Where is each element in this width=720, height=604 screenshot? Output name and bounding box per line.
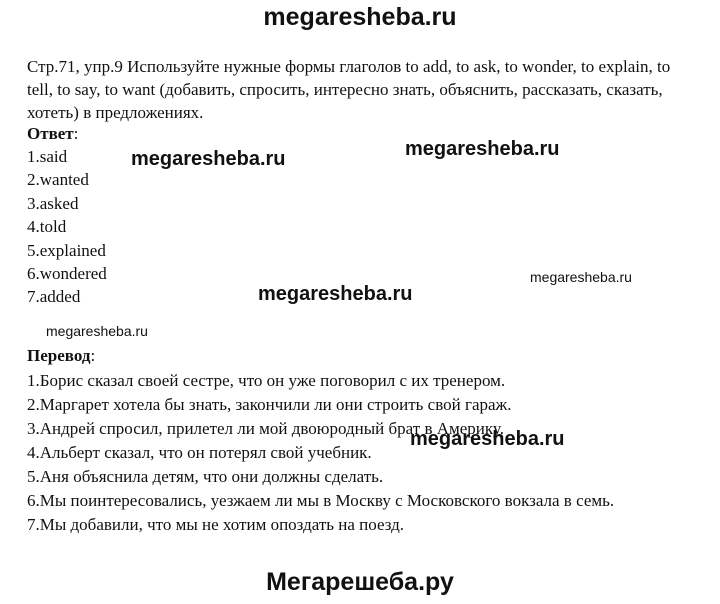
answer-item: 3.asked bbox=[27, 193, 79, 213]
site-footer-title: Мегарешеба.ру bbox=[266, 568, 454, 596]
answer-item: 4.told bbox=[27, 217, 67, 237]
answer-item: 1.said bbox=[27, 147, 68, 166]
watermark: megaresheba.ru bbox=[258, 283, 413, 305]
watermark: megaresheba.ru bbox=[405, 138, 560, 160]
translation-heading-colon: : bbox=[90, 345, 96, 365]
translation-item: 4.Альберт сказал, что он потерял свой учебник. bbox=[27, 442, 372, 462]
translation-item: 3.Андрей спросил, прилетел ли мой двоюродный брат в Америку. bbox=[27, 418, 504, 438]
answer-item: 7.added bbox=[27, 287, 81, 307]
task-statement: Стр.71, упр.9 Используйте нужные формы глаголов to add, to ask, to wonder, to explain, to tell, to say, to want (добавить, спросить, интересно знать, объяснить, рассказать, сказать, хотеть) в предложениях. bbox=[27, 57, 671, 122]
translation-item: 5.Аня объяснила детям, что они должны сделать. bbox=[27, 466, 384, 486]
site-header-title: megaresheba.ru bbox=[263, 3, 457, 31]
translation-item: 6.Мы поинтересовались, уезжаем ли мы в Москву с Московского вокзала в семь. bbox=[27, 490, 615, 510]
watermark: megaresheba.ru bbox=[46, 323, 148, 339]
translation-heading-label: Перевод bbox=[27, 345, 91, 365]
translation-item: 1.Борис сказал своей сестре, что он уже поговорил с их тренером. bbox=[27, 370, 506, 390]
watermark: megaresheba.ru bbox=[530, 269, 632, 285]
answer-heading-label: Ответ bbox=[27, 124, 74, 143]
watermark: megaresheba.ru bbox=[131, 148, 286, 170]
translation-list bbox=[27, 369, 677, 537]
translation-item: 7.Мы добавили, что мы не хотим опоздать на поезд. bbox=[27, 514, 405, 534]
translation-item: 2.Маргарет хотела бы знать, закончили ли они строить свой гараж. bbox=[27, 394, 512, 414]
answer-item: 2.wanted bbox=[27, 170, 89, 190]
answer-heading bbox=[27, 124, 677, 144]
answer-item: 5.explained bbox=[27, 240, 106, 260]
watermark: megaresheba.ru bbox=[410, 428, 565, 450]
answer-item: 6.wondered bbox=[27, 263, 107, 283]
translation-heading bbox=[27, 346, 677, 366]
answer-heading-colon: : bbox=[73, 124, 79, 143]
